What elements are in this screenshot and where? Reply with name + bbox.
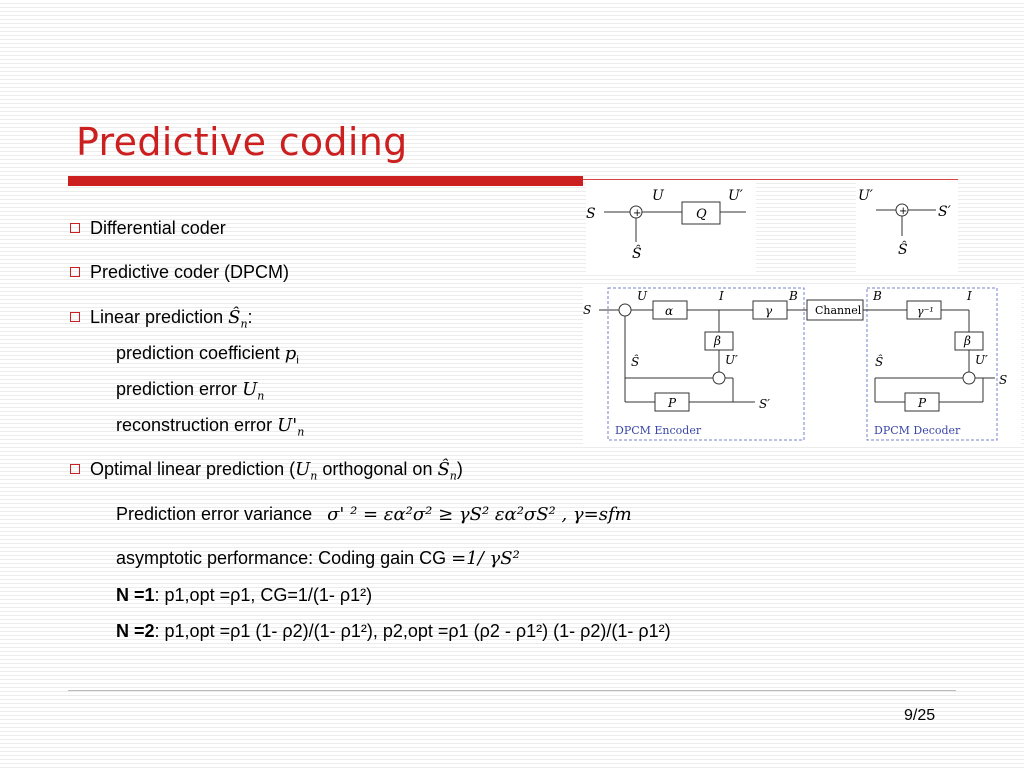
bullet-square-icon <box>70 464 80 474</box>
page-number: 9/25 <box>904 707 936 724</box>
eq-n2: N =2: p1,opt =ρ1 (1- ρ2)/(1- ρ1²), p2,opt =ρ1 (ρ2 - ρ1²) (1- ρ2)/(1- ρ1²) <box>116 621 671 641</box>
differential-coder-diagram <box>586 180 958 272</box>
bullet-square-icon <box>70 223 80 233</box>
svg-text:U′: U′ <box>725 353 738 367</box>
slide-title: Predictive coding <box>76 120 408 164</box>
beta-block-enc: β <box>714 334 721 348</box>
svg-text:Q: Q <box>696 207 707 222</box>
bullet-optimal-prediction: Optimal linear prediction ($U_n$ orthogonal on $Ŝ_n$) <box>70 458 463 488</box>
svg-text:S: S <box>583 303 592 317</box>
bullet-differential-coder: Differential coder <box>70 217 226 239</box>
dpcm-diagram <box>583 284 1021 444</box>
eq-coding-gain: asymptotic performance: Coding gain CG =1/ γS² <box>116 548 520 569</box>
eq-variance: Prediction error variance σ' ² = εα²σ² ≥ γS² εα²σS² , γ=sfm <box>116 504 632 525</box>
title-underline <box>68 176 583 186</box>
svg-text:+: + <box>633 208 642 219</box>
encoder-label: DPCM Encoder <box>615 424 702 437</box>
svg-text:Ŝ: Ŝ <box>631 355 640 369</box>
sub-prediction-error: prediction error $U_n$ <box>116 379 265 403</box>
svg-text:B: B <box>873 289 882 303</box>
footer-rule <box>68 690 956 691</box>
svg-text:Ŝ: Ŝ <box>898 242 908 258</box>
predictor-block-dec: P <box>918 396 927 410</box>
bullet-square-icon <box>70 312 80 322</box>
gamma-block: γ <box>765 304 773 318</box>
beta-block-dec: β <box>964 334 971 348</box>
alpha-block: α <box>665 304 674 318</box>
svg-text:U: U <box>652 188 664 204</box>
eq-n1: N =1: p1,opt =ρ1, CG=1/(1- ρ1²) <box>116 585 373 605</box>
decoder-label: DPCM Decoder <box>874 424 961 437</box>
svg-text:S′: S′ <box>759 397 770 411</box>
channel-block: Channel <box>815 304 862 317</box>
svg-text:U′: U′ <box>975 353 988 367</box>
bullet-predictive-coder: Predictive coder (DPCM) <box>70 261 289 283</box>
gamma-inv-block: γ⁻¹ <box>917 305 934 318</box>
sub-prediction-coefficient: prediction coefficient $p_i$ <box>116 343 299 367</box>
bullet-square-icon <box>70 267 80 277</box>
svg-text:U: U <box>637 289 648 303</box>
predictor-block-enc: P <box>668 396 677 410</box>
svg-text:Ŝ: Ŝ <box>875 355 884 369</box>
svg-text:+: + <box>899 206 908 217</box>
svg-text:B: B <box>789 289 798 303</box>
svg-text:S′: S′ <box>938 204 951 220</box>
svg-text:I: I <box>967 289 972 303</box>
svg-text:Ŝ: Ŝ <box>632 246 642 262</box>
svg-text:S: S <box>999 373 1008 387</box>
svg-text:S: S <box>586 206 596 222</box>
svg-text:U′: U′ <box>728 188 743 204</box>
svg-text:U′: U′ <box>858 188 873 204</box>
sub-reconstruction-error: reconstruction error $U'_n$ <box>116 415 305 439</box>
bullet-linear-prediction: Linear prediction $Ŝ_n$: <box>70 306 253 336</box>
svg-text:I: I <box>719 289 724 303</box>
